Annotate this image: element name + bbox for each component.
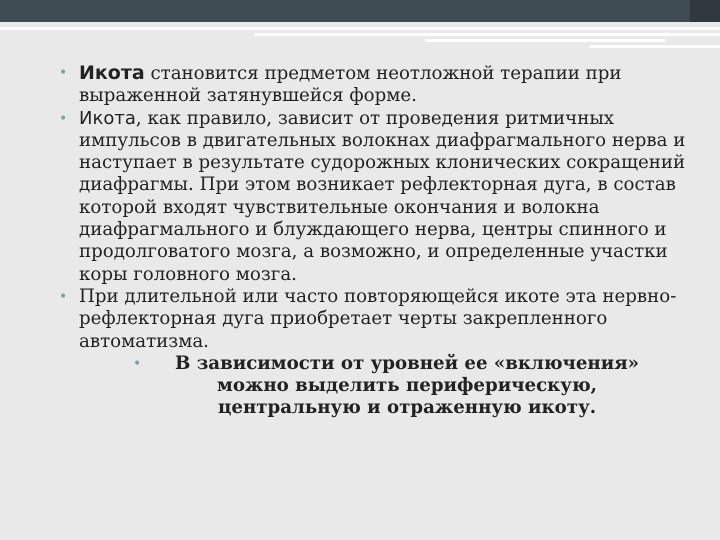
sub-bullet-text: В зависимости от уровней ее «включения» можно выделить периферическую, центральную и отраженную икоту. — [174, 352, 640, 419]
decor-line-2 — [255, 33, 720, 36]
bullet-lead: Икота — [79, 107, 136, 129]
bullet-icon: • — [59, 65, 68, 81]
top-bar — [0, 0, 720, 22]
bullet-text: становится предметом неотложной терапии при выраженной затянувшейся форме. — [79, 63, 622, 107]
sub-bullet-icon: • — [133, 355, 142, 372]
top-bar-accent — [690, 0, 720, 22]
bullet-icon: • — [59, 110, 68, 127]
bullet-icon: • — [59, 288, 68, 305]
decor-line-4 — [590, 45, 720, 48]
bullet-text: , как правило, зависит от проведения ритмичных импульсов в двигательных волокнах диафрагмального нерва и наступает в результате судорожных клонических сокращений диафрагмы. При этом возникает рефлекторная дуга, в состав которой входят чувствительные окончания и волокна диафрагмального и блуждающего нерва, центры спинного и продолговатого мозга, а возможно, и определенные участки коры головного мозга. — [79, 107, 686, 285]
sub-bullet-item — [55, 353, 667, 420]
bullet-text: При длительной или часто повторяющейся икоте эта нервно-рефлекторная дуга приобретает черты закрепленного автоматизма. — [79, 285, 677, 352]
decor-line-1 — [0, 27, 720, 30]
bullet-item — [55, 286, 695, 353]
bullet-item — [55, 108, 695, 286]
bullet-item — [55, 62, 695, 108]
decor-line-3 — [425, 39, 665, 42]
slide-body — [55, 62, 695, 420]
bullet-lead: Икота — [79, 62, 145, 84]
